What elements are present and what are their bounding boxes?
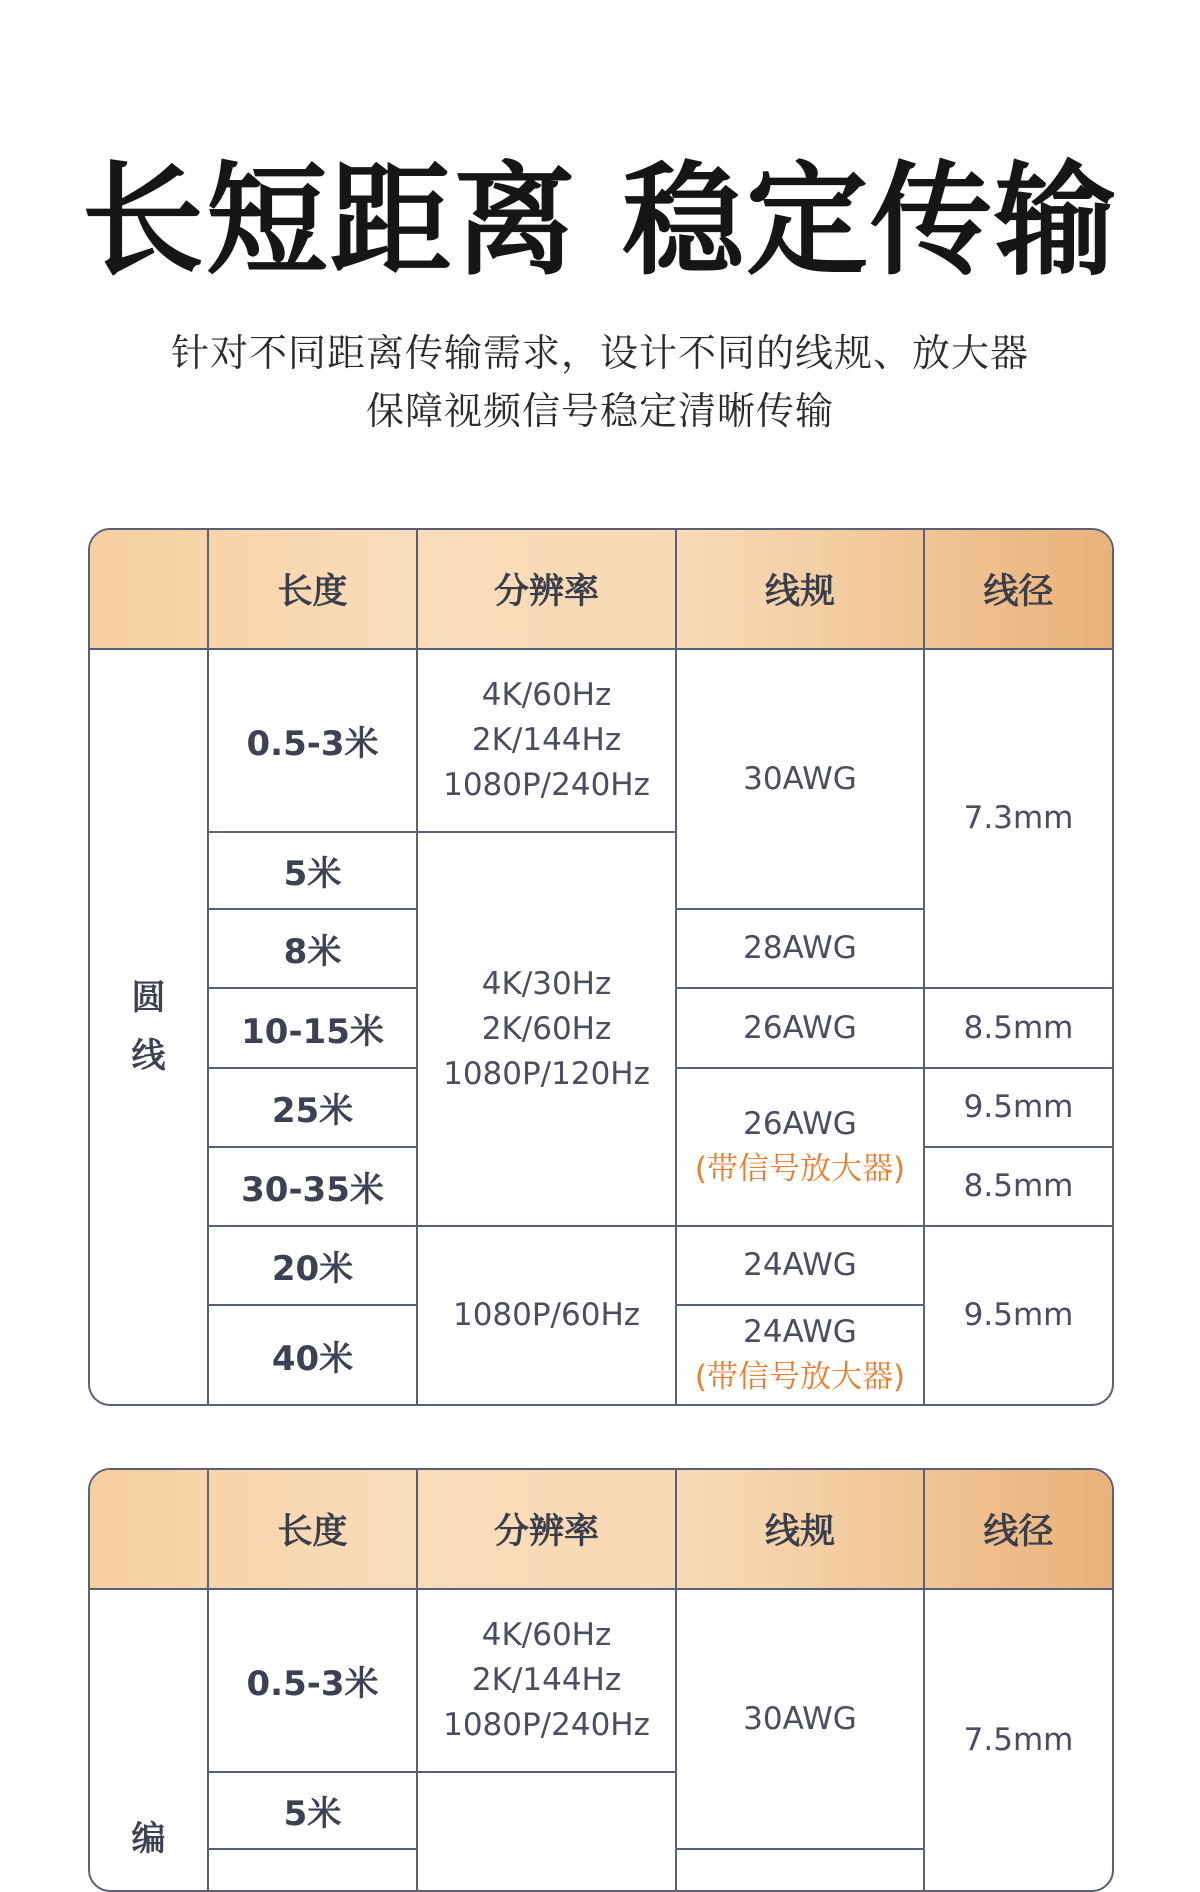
diameter-cell: 9.5mm [963,1089,1074,1125]
diameter-cell: 8.5mm [963,1168,1074,1204]
gauge-cell: 26AWG (带信号放大器) [677,1069,923,1225]
gauge-cell: 30AWG [743,1700,857,1737]
gauge-cell: 26AWG [743,1009,857,1046]
grid-line [677,1848,923,1850]
header-gauge: 线规 [764,572,835,612]
length-cell: 20米 [271,1249,354,1289]
resolution-cell: 4K/30Hz 2K/60Hz 1080P/120Hz [443,965,650,1092]
length-cell: 0.5-3米 [246,1664,379,1704]
gauge-cell: 30AWG [743,760,857,797]
length-cell: 10-15米 [241,1011,384,1052]
gauge-cell: 24AWG [743,1247,857,1283]
length-cell: 25米 [271,1091,354,1131]
header-resolution: 分辨率 [493,572,599,612]
length-cell: 5米 [283,1794,342,1834]
resolution-cell: 4K/60Hz 2K/144Hz 1080P/240Hz [443,1617,650,1743]
group-label-round-cable: 圆 线 [131,978,166,1076]
table-header-row [90,1470,1112,1590]
diameter-cell: 9.5mm [963,1297,1074,1333]
length-cell: 30-35米 [241,1170,384,1210]
header-length: 长度 [277,1512,348,1552]
diameter-cell: 7.3mm [963,800,1074,836]
resolution-cell: 1080P/60Hz [452,1297,641,1333]
table-header-row [90,530,1112,650]
braided-cable-spec-table [88,1468,1114,1892]
round-cable-spec-table [88,528,1114,1406]
header-gauge: 线规 [764,1512,835,1552]
group-label-braided-cable: 编 [131,1819,166,1859]
length-cell: 5米 [283,854,342,894]
subtitle-line-1: 针对不同距离传输需求，设计不同的线规、放大器 [170,331,1029,375]
subtitle-line-2: 保障视频信号稳定清晰传输 [365,389,834,433]
length-cell: 40米 [271,1338,354,1379]
header-resolution: 分辨率 [493,1512,599,1552]
header-length: 长度 [277,572,348,612]
amplifier-note: (带信号放大器) [694,1151,906,1187]
gauge-cell: 28AWG [743,930,857,966]
grid-line [418,1771,675,1773]
header-diameter: 线径 [983,572,1054,612]
header-diameter: 线径 [983,1512,1054,1552]
diameter-cell: 8.5mm [963,1009,1074,1046]
gauge-cell: 24AWG (带信号放大器) [677,1306,923,1404]
resolution-cell: 4K/60Hz 2K/144Hz 1080P/240Hz [443,677,650,803]
grid-line [209,1848,416,1850]
page-title: 长短距离 稳定传输 [81,150,1119,292]
diameter-cell: 7.5mm [963,1721,1074,1758]
length-cell: 8米 [283,932,342,972]
length-cell: 0.5-3米 [246,724,379,764]
amplifier-note: (带信号放大器) [694,1359,906,1395]
